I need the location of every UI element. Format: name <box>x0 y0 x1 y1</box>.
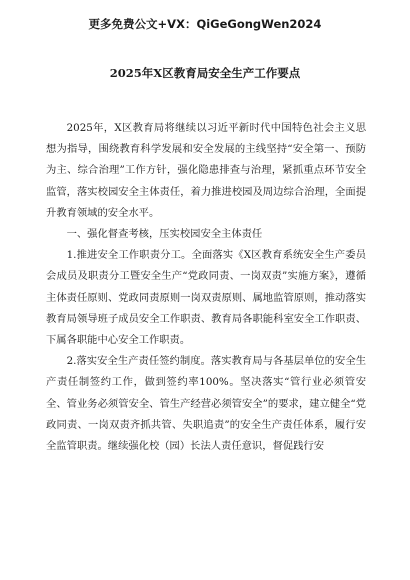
item-paragraph-1: 1.推进安全工作职责分工。全面落实《X区教育系统安全生产委员会成员及职责分工暨安全生产“党政同责、一岗双责”实施方案》，遵循主体责任原则、党政同责原则一岗双责原则、属地监管原则，推动落实教育局领导班子成员安全工作职责、教育局各职能科室安全工作职责、下属各职能中心安全工作职责。 <box>46 249 366 347</box>
section-heading: 一、强化督查考核，压实校园安全主体责任 <box>66 228 263 241</box>
document-body <box>46 118 366 457</box>
intro-paragraph: 2025年，X区教育局将继续以习近平新时代中国特色社会主义思想为指导，围绕教育科学发展和安全发展的主线坚持“安全第一、预防为主、综合治理”工作方针，强化隐患排查与治理，紧抓重点环节安全监管，落实校园安全主体责任，着力推进校园及周边综合治理，全面提升教育领域的安全水平。 <box>46 122 366 219</box>
document-title: 2025年X区教育局安全生产工作要点 <box>109 66 301 80</box>
item-paragraph-2: 2.落实安全生产责任签约制度。落实教育局与各基层单位的安全生产责任制签约工作，做到签约率100%。坚决落实“管行业必须管安全、管业务必须管安全、管生产经营必须管安全”的要求，建立健全“党政同责、一岗双责齐抓共管、失职追责”的安全生产责任体系，履行安全监管职责。继续强化校（园）长法人责任意识，督促践行安 <box>46 355 366 453</box>
promo-banner: 更多免费公文+VX：QiGeGongWen2024 <box>88 17 322 31</box>
